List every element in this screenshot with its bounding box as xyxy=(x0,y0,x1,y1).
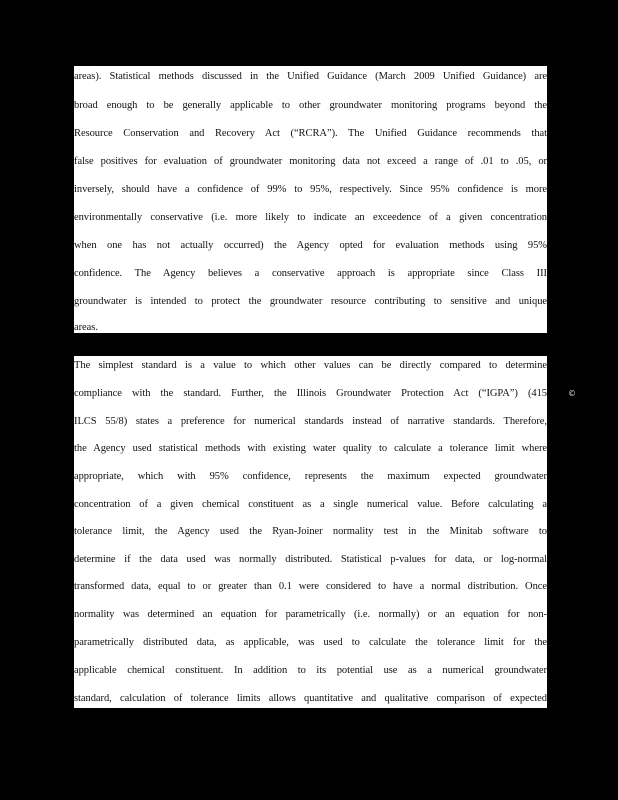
paragraph-line: tolerance limit, the Agency used the Ryan-Joiner normality test in the Minitab software to xyxy=(74,526,547,537)
paragraph-line: inversely, should have a confidence of 99% to 95%, respectively. Since 95% confidence is more xyxy=(74,184,547,195)
paragraph-line: The simplest standard is a value to which other values can be directly compared to determine xyxy=(74,360,547,371)
paragraph-line: false positives for evaluation of groundwater monitoring data not exceed a range of .01 to .05, or xyxy=(74,156,547,167)
paragraph-line: groundwater is intended to protect the groundwater resource contributing to sensitive and unique xyxy=(74,296,547,307)
paragraph-line: broad enough to be generally applicable to other groundwater monitoring programs beyond the xyxy=(74,100,547,111)
paragraph-line: transformed data, equal to or greater than 0.1 were considered to have a normal distribution. Once xyxy=(74,581,547,592)
paragraph-line: areas). Statistical methods discussed in the Unified Guidance (March 2009 Unified Guidance) are xyxy=(74,71,547,82)
margin-mark: © xyxy=(568,389,576,398)
paragraph-line: environmentally conservative (i.e. more likely to indicate an exceedence of a given concentration xyxy=(74,212,547,223)
paragraph-line: standard, calculation of tolerance limits allows quantitative and qualitative comparison of expected xyxy=(74,693,547,704)
paragraph-line: normality was determined an equation for parametrically (i.e. normally) or an equation for non- xyxy=(74,609,547,620)
paragraph-top xyxy=(74,66,547,333)
paragraph-line: confidence. The Agency believes a conservative approach is appropriate since Class III xyxy=(74,268,547,279)
paragraph-line: concentration of a given chemical constituent as a single numerical value. Before calculating a xyxy=(74,499,547,510)
paragraph-line: areas. xyxy=(74,322,98,333)
paragraph-line: Resource Conservation and Recovery Act (“RCRA”). The Unified Guidance recommends that xyxy=(74,128,547,139)
paragraph-line: applicable chemical constituent. In addition to its potential use as a numerical groundwater xyxy=(74,665,547,676)
paragraph-line: compliance with the standard. Further, the Illinois Groundwater Protection Act (“IGPA”) (415 xyxy=(74,388,547,399)
paragraph-line: parametrically distributed data, as applicable, was used to calculate the tolerance limit for the xyxy=(74,637,547,648)
paragraph-line: determine if the data used was normally distributed. Statistical p-values for data, or log-normal xyxy=(74,554,547,565)
paragraph-line: when one has not actually occurred) the Agency opted for evaluation methods using 95% xyxy=(74,240,547,251)
paragraph-line: ILCS 55/8) states a preference for numerical standards instead of narrative standards. Therefore, xyxy=(74,416,547,427)
paragraph-line: the Agency used statistical methods with existing water quality to calculate a tolerance limit where xyxy=(74,443,547,454)
paragraph-bottom xyxy=(74,356,547,708)
paragraph-line: appropriate, which with 95% confidence, represents the maximum expected groundwater xyxy=(74,471,547,482)
